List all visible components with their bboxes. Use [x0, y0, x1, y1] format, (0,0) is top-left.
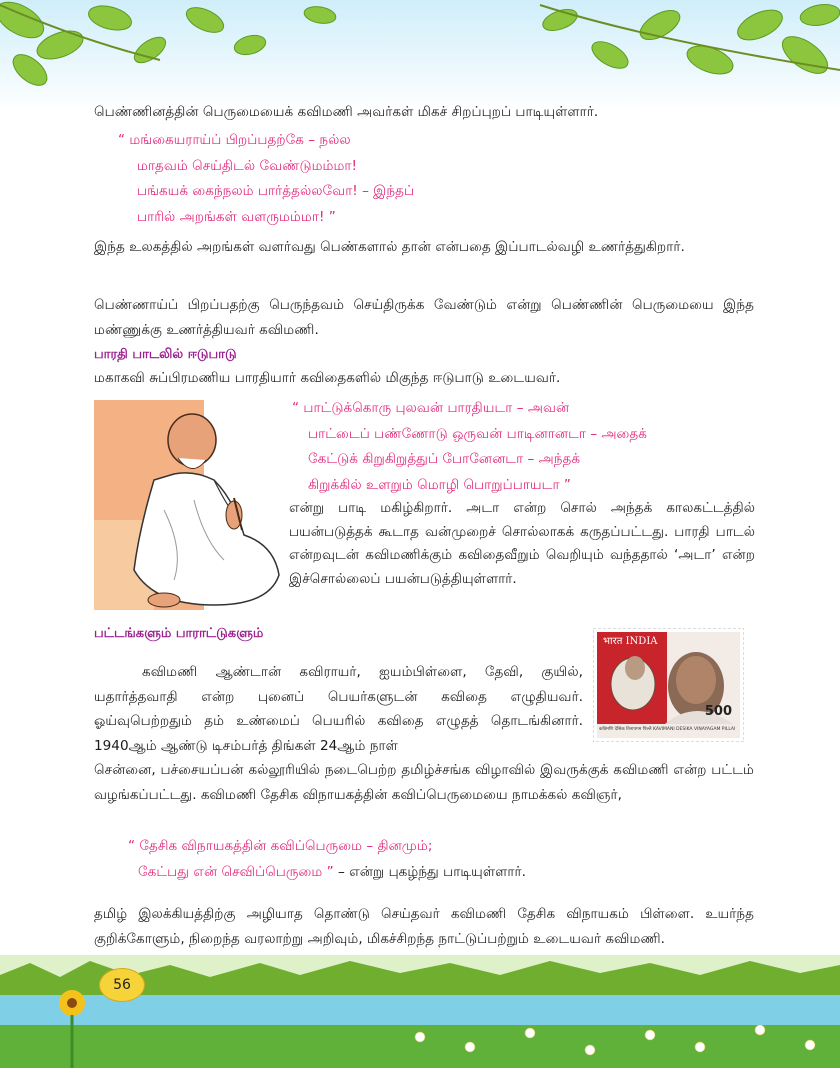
poem-2-line: கிறுக்கில் உளறும் மொழி பொறுப்பாயடா ” [308, 476, 571, 493]
poem-2-line: “ பாட்டுக்கொரு புலவன் பாரதியடா – அவன் [292, 400, 570, 416]
paragraph-5: தமிழ் இலக்கியத்திற்கு அழியாத தொண்டு செய்தவர் கவிமணி தேசிக விநாயகம் பிள்ளை. உயர்ந்த குறிக்கோளும், நிறைந்த வரலாற்று அறிவும், மிகச்சிறந்த நாட்டுப்பற்றும் உடையவர் கவிமணி. [94, 906, 754, 947]
poem-1-line: மாதவம் செய்திடல் வேண்டுமம்மா! [137, 157, 357, 174]
poem-3 [128, 834, 526, 885]
poem-3-line: கேட்பது என் செவிப்பெருமை ” [138, 863, 334, 880]
postage-stamp [593, 628, 744, 742]
stamp-country-hindi: भारत [603, 636, 623, 647]
poem-2-line: கேட்டுக் கிறுகிறுத்துப் போனேனடா – அந்தக் [308, 451, 581, 467]
paragraph-4-bottom: சென்னை, பச்சையப்பன் கல்லூரியில் நடைபெற்ற தமிழ்ச்சங்க விழாவில் இவருக்குக் கவிமணி என்ற பட்டம் வழங்கப்பட்டது. கவிமணி தேசிக விநாயகத்தின் கவிப்பெருமையை நாமக்கல் கவிஞர், [94, 762, 754, 803]
section-heading-titles: பட்டங்களும் பாராட்டுகளும் [94, 626, 264, 641]
poet-reading-illustration [94, 400, 284, 615]
stamp-value: 500 [704, 704, 732, 719]
paragraph-2: பெண்ணாய்ப் பிறப்பதற்கு பெருந்தவம் செய்திருக்க வேண்டும் என்று பெண்ணின் பெருமையை இந்த மண்ணுக்கு உணர்த்தியவர் கவிமணி. [94, 297, 754, 338]
poem-1-line: பாரில் அறங்கள் வளருமம்மா! ” [137, 208, 336, 225]
poem-1-line: “ மங்கையராய்ப் பிறப்பதற்கே – நல்ல [118, 132, 351, 148]
page-number: 56 [99, 968, 145, 1002]
section-heading-bharathi: பாரதி பாடலில் ஈடுபாடு [94, 347, 237, 362]
poem-1 [118, 128, 414, 230]
poem-3-suffix: – என்று புகழ்ந்து பாடியுள்ளார். [333, 863, 526, 880]
leaves-decoration [0, 0, 840, 110]
poem-2-line: பாட்டைப் பண்ணோடு ஒருவன் பாடினானடா – அதைக் [308, 425, 647, 442]
stamp-caption: कविमणि देसिक विनायगम पिल्लै KAVIMANI DESIKA VINAYAGAM PILLAI [599, 727, 736, 732]
intro-line: பெண்ணினத்தின் பெருமையைக் கவிமணி அவர்கள் மிகச் சிறப்புறப் பாடியுள்ளார். [94, 104, 599, 120]
paragraph-3: என்று பாடி மகிழ்கிறார். அடா என்ற சொல் அந்தக் காலகட்டத்தில் பயன்படுத்தக் கூடாத வன்முறைச் சொல்லாகக் கருதப்பட்டது. பாரதி பாடல் என்றவுடன் கவிமணிக்கும் கவிதைவீறும் வெறியும் வந்ததால் ‘அடா’ என்ற இச்சொல்லைப் பயன்படுத்தியுள்ளார். [289, 500, 755, 587]
paragraph-1: இந்த உலகத்தில் அறங்கள் வளர்வது பெண்களால் தான் என்பதை இப்பாடல்வழி உணர்த்துகிறார். [94, 239, 685, 255]
stamp-country: INDIA [625, 636, 658, 647]
poem-1-line: பங்கயக் கைந்நலம் பார்த்தல்லவோ! – இந்தப் [137, 183, 415, 199]
poem-2 [292, 396, 647, 498]
poem-3-line: “ தேசிக விநாயகத்தின் கவிப்பெருமை – தினமும்; [128, 838, 433, 854]
paragraph-4-top: கவிமணி ஆண்டான் கவிராயர், ஐயம்பிள்ளை, தேவி, குயில், யதார்த்தவாதி என்ற புனைப் பெயர்களுடன் கவிதை எழுதியவர். ஓய்வுபெற்றதும் தம் உண்மைப் பெயரில் கவிதை எழுதத் தொடங்கினார். 1940ஆம் ஆண்டு டிசம்பர்த் திங்கள் 24ஆம் நாள் [94, 664, 583, 754]
section-intro-line: மகாகவி சுப்பிரமணிய பாரதியார் கவிதைகளில் மிகுந்த ஈடுபாடு உடையவர். [94, 370, 561, 386]
